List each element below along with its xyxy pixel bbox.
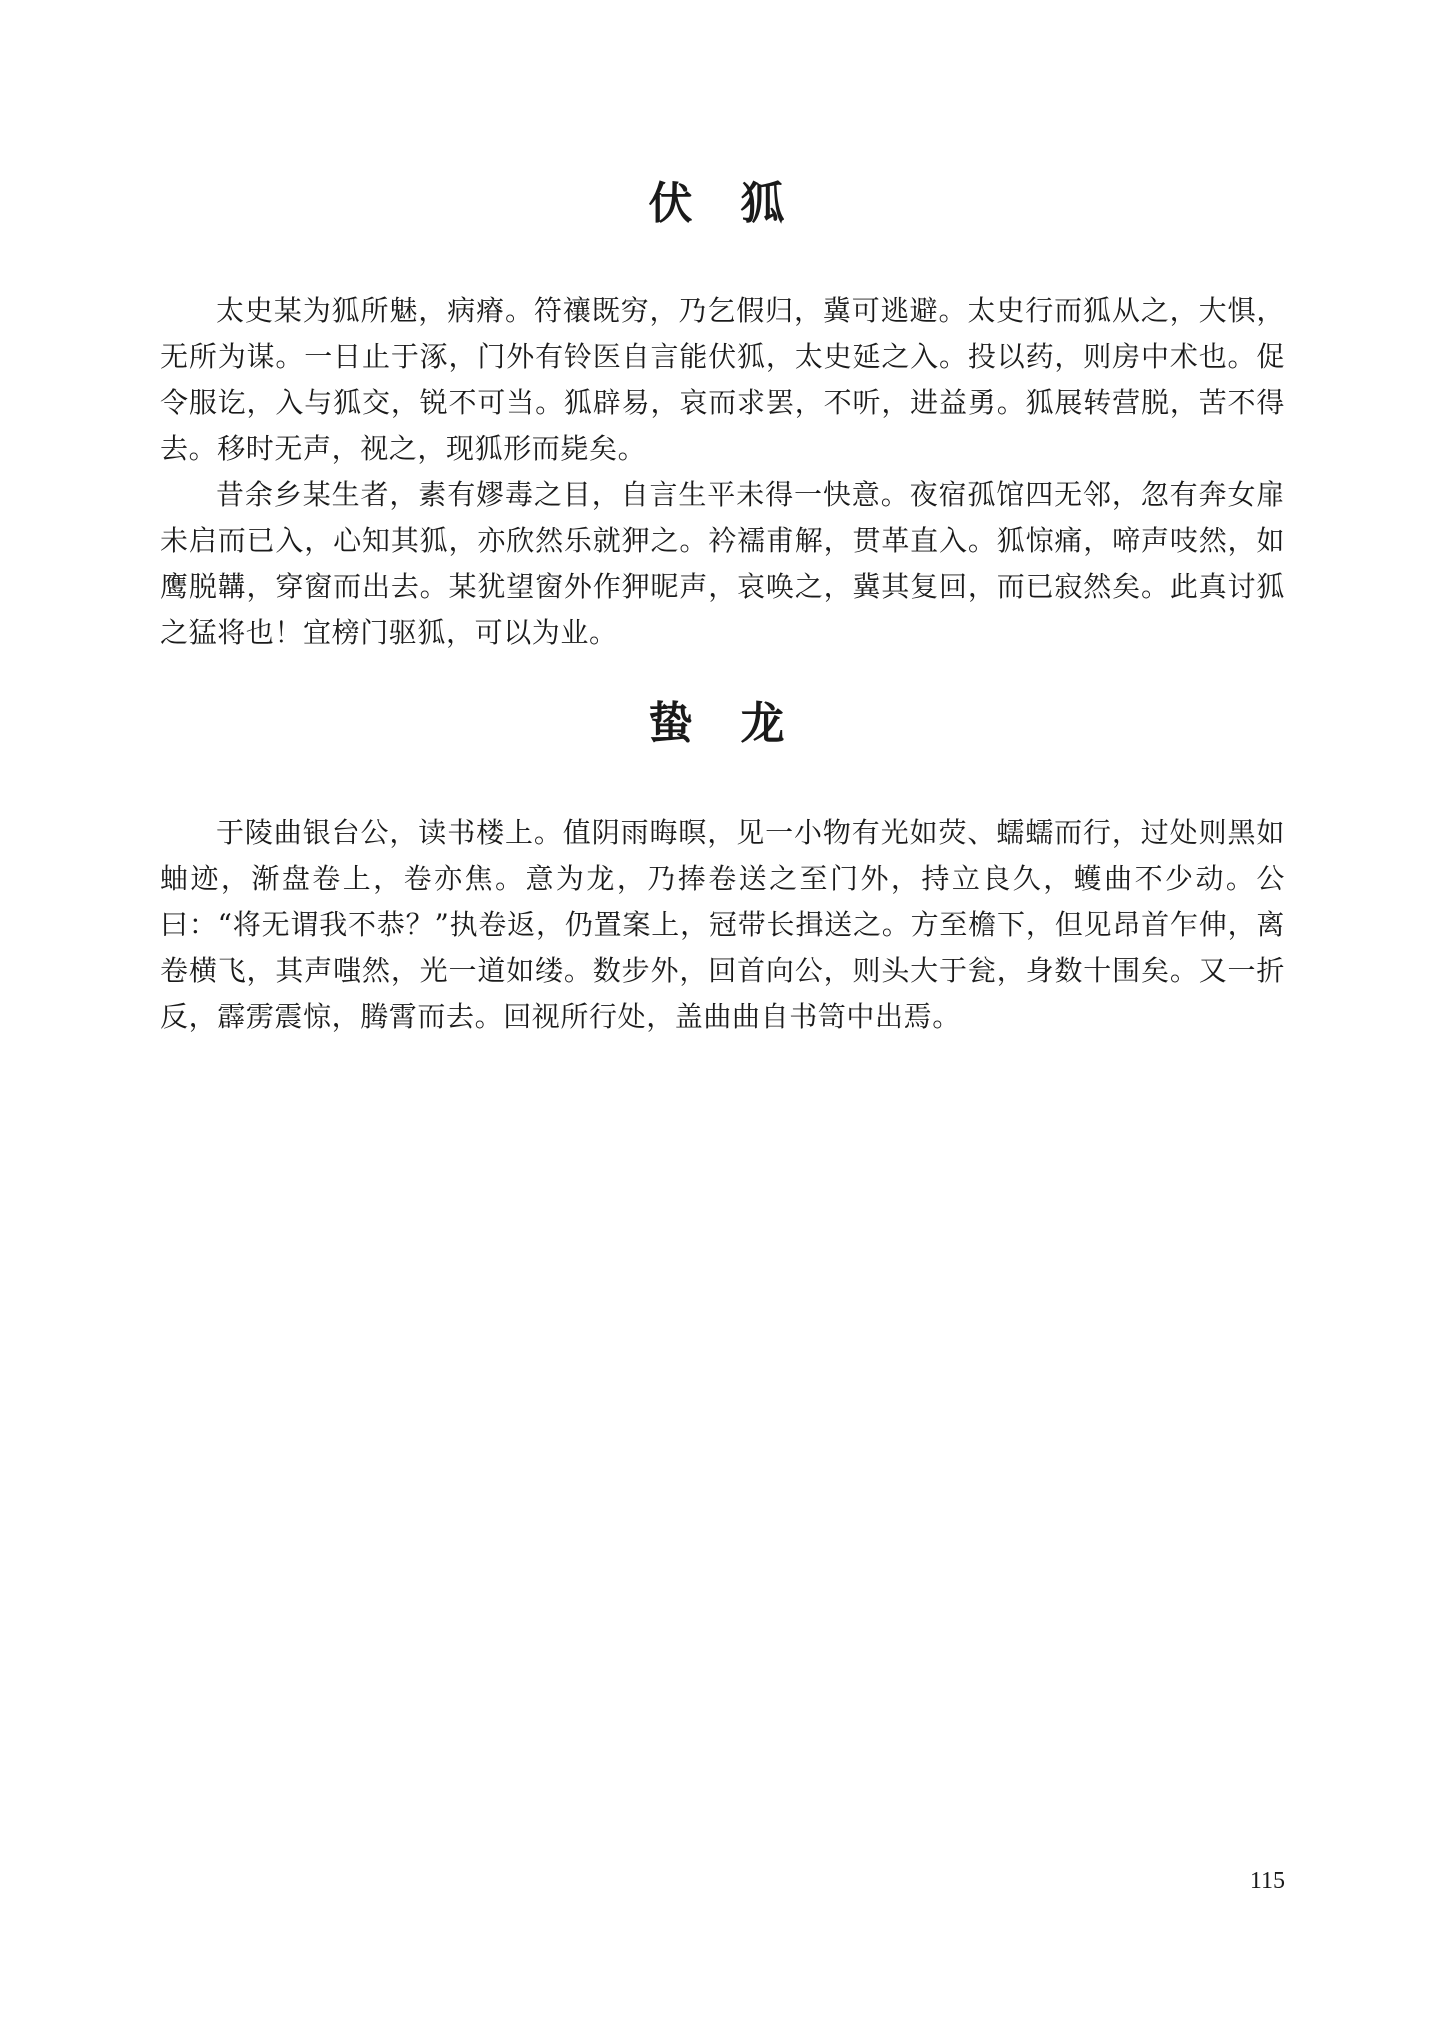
page-number: 115	[1249, 1868, 1285, 1894]
story-title-zhe-long: 蛰龙	[648, 698, 833, 749]
story-body-fu-hu	[160, 288, 1285, 656]
story-body-zhe-long	[160, 810, 1285, 1040]
paragraph: 于陵曲银台公，读书楼上。值阴雨晦暝，见一小物有光如荧、蠕蠕而行，过处则黑如蚰迹，渐盘卷上，卷亦焦。意为龙，乃捧卷送之至门外，持立良久，蠖曲不少动。公曰：“将无谓我不恭？”执卷返，仍置案上，冠带长揖送之。方至檐下，但见昂首乍伸，离卷横飞，其声嗤然，光一道如缕。数步外，回首向公，则头大于瓮，身数十围矣。又一折反，霹雳震惊，腾霄而去。回视所行处，盖曲曲自书笥中出焉。	[160, 816, 1285, 1033]
story-title-fu-hu: 伏狐	[648, 178, 833, 229]
paragraph: 昔余乡某生者，素有嫪毒之目，自言生平未得一快意。夜宿孤馆四无邻，忽有奔女扉未启而已入，心知其狐，亦欣然乐就狎之。衿襦甫解，贯革直入。狐惊痛，啼声吱然，如鹰脱韝，穿窗而出去。某犹望窗外作狎昵声，哀唤之，冀其复回，而已寂然矣。此真讨狐之猛将也！宜榜门驱狐，可以为业。	[160, 478, 1285, 649]
paragraph: 太史某为狐所魅，病瘠。符禳既穷，乃乞假归，冀可逃避。太史行而狐从之，大惧，无所为谋。一日止于涿，门外有铃医自言能伏狐，太史延之入。投以药，则房中术也。促令服讫，入与狐交，锐不可当。狐辟易，哀而求罢，不听，进益勇。狐展转营脱，苦不得去。移时无声，视之，现狐形而毙矣。	[160, 294, 1285, 465]
